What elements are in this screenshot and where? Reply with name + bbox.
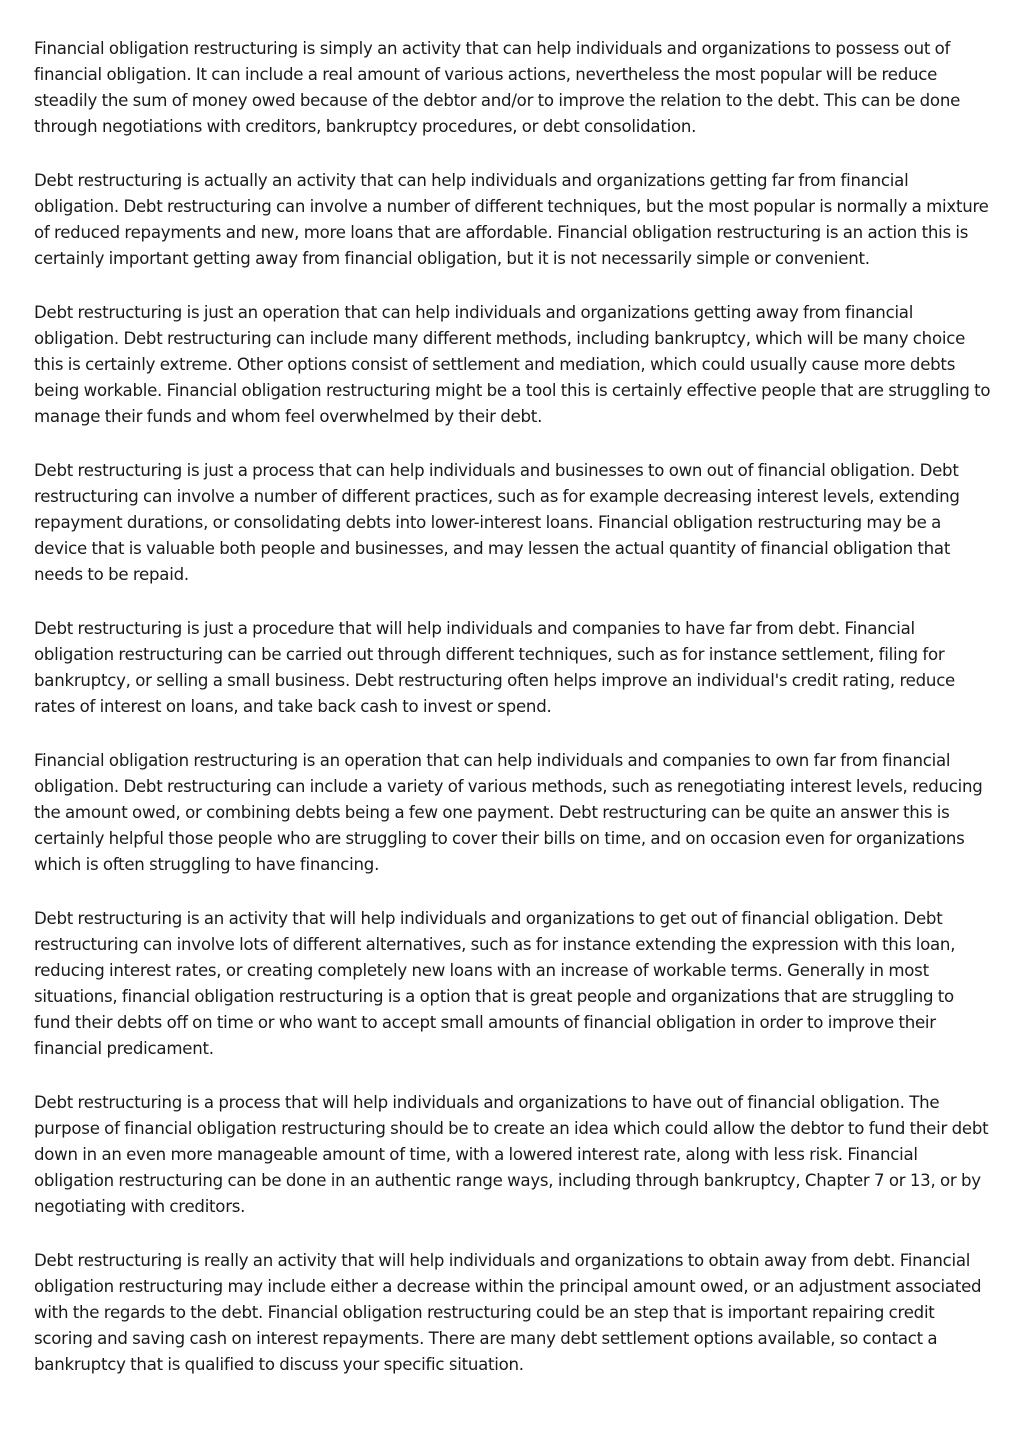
paragraph-5: Debt restructuring is just a procedure that will help individuals and companies to have far from debt. Financial obligation restructuring can be carried out through different techniques, such as for instance settlement, filing for bankruptcy, or selling a small business. Debt restructuring often helps improve an individual's credit rating, reduce rates of interest on loans, and take back cash to invest or spend. — [34, 619, 956, 716]
paragraph-8: Debt restructuring is a process that will help individuals and organizations to have out of financial obligation. The purpose of financial obligation restructuring should be to create an idea which could allow the debtor to fund their debt down in an even more manageable amount of time, with a lowered interest rate, along with less risk. Financial obligation restructuring can be done in an authentic range ways, including through bankruptcy, Chapter 7 or 13, or by negotiating with creditors. — [34, 1093, 989, 1216]
paragraph-3: Debt restructuring is just an operation that can help individuals and organizations getting away from financial obligation. Debt restructuring can include many different methods, including bankruptcy, which will be many choice this is certainly extreme. Other options consist of settlement and mediation, which could usually cause more debts being workable. Financial obligation restructuring might be a tool this is certainly effective people that are struggling to manage their funds and whom feel overwhelmed by their debt. — [34, 303, 991, 426]
paragraph-1: Financial obligation restructuring is simply an activity that can help individuals and organizations to possess out of financial obligation. It can include a real amount of various actions, nevertheless the most popular will be reduce steadily the sum of money owed because of the debtor and/or to improve the relation to the debt. This can be done through negotiations with creditors, bankruptcy procedures, or debt consolidation. — [34, 39, 961, 136]
paragraph-2: Debt restructuring is actually an activity that can help individuals and organizations getting far from financial obligation. Debt restructuring can involve a number of different techniques, but the most popular is normally a mixture of reduced repayments and new, more loans that are affordable. Financial obligation restructuring is an action this is certainly important getting away from financial obligation, but it is not necessarily simple or convenient. — [34, 171, 989, 268]
paragraph-9: Debt restructuring is really an activity that will help individuals and organizations to obtain away from debt. Financial obligation restructuring may include either a decrease within the principal amount owed, or an adjustment associated with the regards to the debt. Financial obligation restructuring could be an step that is important repairing credit scoring and saving cash on interest repayments. There are many debt settlement options available, so contact a bankruptcy that is qualified to discuss your specific situation. — [34, 1251, 982, 1374]
paragraph-6: Financial obligation restructuring is an operation that can help individuals and companies to own far from financial obligation. Debt restructuring can include a variety of various methods, such as renegotiating interest levels, reducing the amount owed, or combining debts being a few one payment. Debt restructuring can be quite an answer this is certainly helpful those people who are struggling to cover their bills on time, and on occasion even for organizations which is often struggling to have financing. — [34, 751, 983, 874]
paragraph-4: Debt restructuring is just a process that can help individuals and businesses to own out of financial obligation. Debt restructuring can involve a number of different practices, such as for example decreasing interest levels, extending repayment durations, or consolidating debts into lower-interest loans. Financial obligation restructuring may be a device that is valuable both people and businesses, and may lessen the actual quantity of financial obligation that needs to be repaid. — [34, 461, 960, 584]
paragraph-7: Debt restructuring is an activity that will help individuals and organizations to get out of financial obligation. Debt restructuring can involve lots of different alternatives, such as for instance extending the expression with this loan, reducing interest rates, or creating completely new loans with an increase of workable terms. Generally in most situations, financial obligation restructuring is a option that is great people and organizations that are struggling to fund their debts off on time or who want to accept small amounts of financial obligation in order to improve their financial predicament. — [34, 909, 956, 1058]
